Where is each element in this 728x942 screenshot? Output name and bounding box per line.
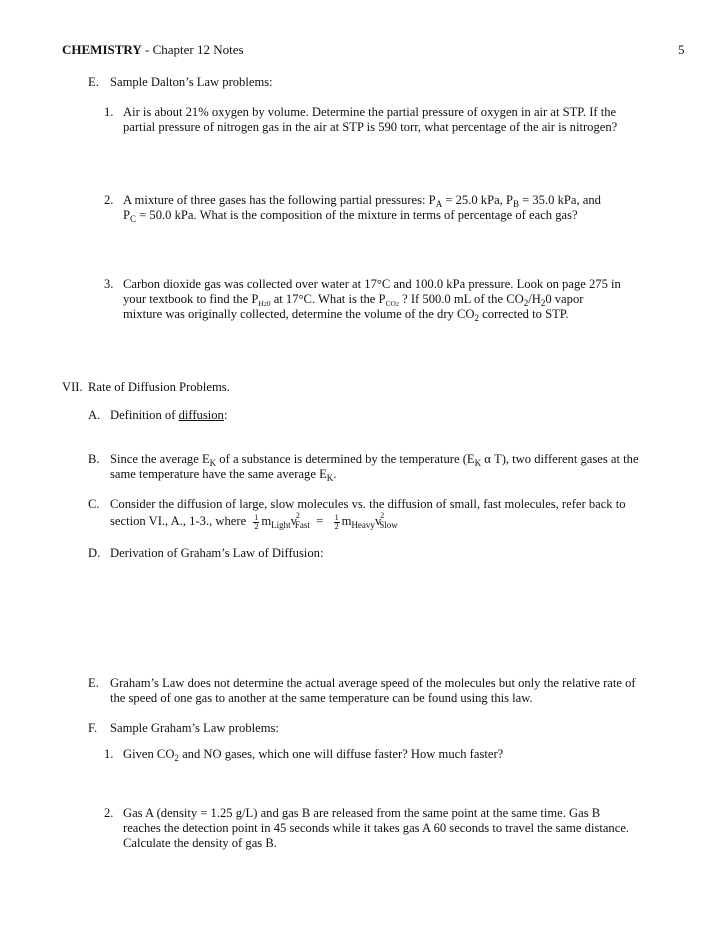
graham-problem-2-line-1: Gas A (density = 1.25 g/L) and gas B are released from the same point at the same time. Gas B (123, 806, 601, 820)
graham-problem-2-number: 2. (104, 806, 114, 820)
one-half-fraction: $\frac{1}{2}$ (254, 513, 259, 531)
section-vii-f-title: Sample Graham’s Law problems: (110, 721, 279, 735)
dalton-problem-3-line-1: Carbon dioxide gas was collected over water at 17°C and 100.0 kPa pressure. Look on page 275 in (123, 277, 621, 291)
chapter-label: - Chapter 12 Notes (141, 42, 244, 57)
section-vii-e-line-1: Graham’s Law does not determine the actual average speed of the molecules but only the relative rate of (110, 676, 636, 690)
section-vii-title: Rate of Diffusion Problems. (88, 380, 230, 394)
dalton-problem-1-line-2: partial pressure of nitrogen gas in the air at STP is 590 torr, what percentage of the air is nitrogen? (123, 120, 618, 134)
kinetic-energy-equation: section VI., A., 1-3., where $\frac{1}{2}$ $m_{Light}v^2_{Fast}$ = $\frac{1}{2}$ $m_{Heavy}v^2_{Slow}$ (110, 511, 398, 531)
section-vii-d-label: D. (88, 546, 101, 560)
section-vii-f-label: F. (88, 721, 98, 735)
section-vii-b-line-2: same temperature have the same average $E_K$. (110, 467, 337, 483)
dalton-problem-1-line-1: Air is about 21% oxygen by volume. Determine the partial pressure of oxygen in air at STP. If the (123, 105, 617, 119)
one-half-fraction-2: $\frac{1}{2}$ (334, 513, 339, 531)
dalton-problem-2-line-1: A mixture of three gases has the following partial pressures: $P_A = 25.0$ kPa, $P_B = 35.0$ kPa, and (123, 193, 601, 209)
section-e-title: Sample Dalton’s Law problems: (110, 75, 273, 89)
dalton-problem-1-number: 1. (104, 105, 114, 119)
section-vii-d-text: Derivation of Graham’s Law of Diffusion: (110, 546, 324, 560)
section-vii-b-line-1: Since the average $E_K$ of a substance is determined by the temperature ($E_K$ α T), two different gases at the (110, 452, 639, 468)
dalton-problem-3-line-2: your textbook to find the $P_{H20}$ at 17°C. What is the $P_{CO2}$ ? If 500.0 mL of the $CO_2/H_20$ vapor (123, 292, 584, 308)
section-vii-a-label: A. (88, 408, 101, 422)
section-vii-e-label: E. (88, 676, 99, 690)
graham-problem-1-number: 1. (104, 747, 114, 761)
section-vii-b-label: B. (88, 452, 100, 466)
section-vii-label: VII. (62, 380, 83, 394)
dalton-problem-3-number: 3. (104, 277, 114, 291)
subject-title: CHEMISTRY (62, 42, 142, 57)
graham-problem-1-text: Given $CO_2$ and NO gases, which one will diffuse faster? How much faster? (123, 747, 504, 763)
section-vii-c-label: C. (88, 497, 100, 511)
section-vii-e-line-2: the speed of one gas to another at the same temperature can be found using this law. (110, 691, 533, 705)
page-number: 5 (678, 42, 685, 57)
dalton-problem-2-line-2: $P_C = 50.0$ kPa. What is the composition of the mixture in terms of percentage of each gas? (123, 208, 578, 224)
page-header (62, 42, 244, 57)
graham-problem-2-line-3: Calculate the density of gas B. (123, 836, 277, 850)
dalton-problem-2-number: 2. (104, 193, 114, 207)
definition-of-diffusion: Definition of diffusion: (110, 408, 228, 422)
dalton-problem-3-line-3: mixture was originally collected, determine the volume of the dry $CO_2$ corrected to STP. (123, 307, 569, 323)
graham-problem-2-line-2: reaches the detection point in 45 seconds while it takes gas A 60 seconds to travel the same distance. (123, 821, 630, 835)
section-e-label: E. (88, 75, 99, 89)
section-vii-c-line-1: Consider the diffusion of large, slow molecules vs. the diffusion of small, fast molecules, refer back to (110, 497, 626, 511)
